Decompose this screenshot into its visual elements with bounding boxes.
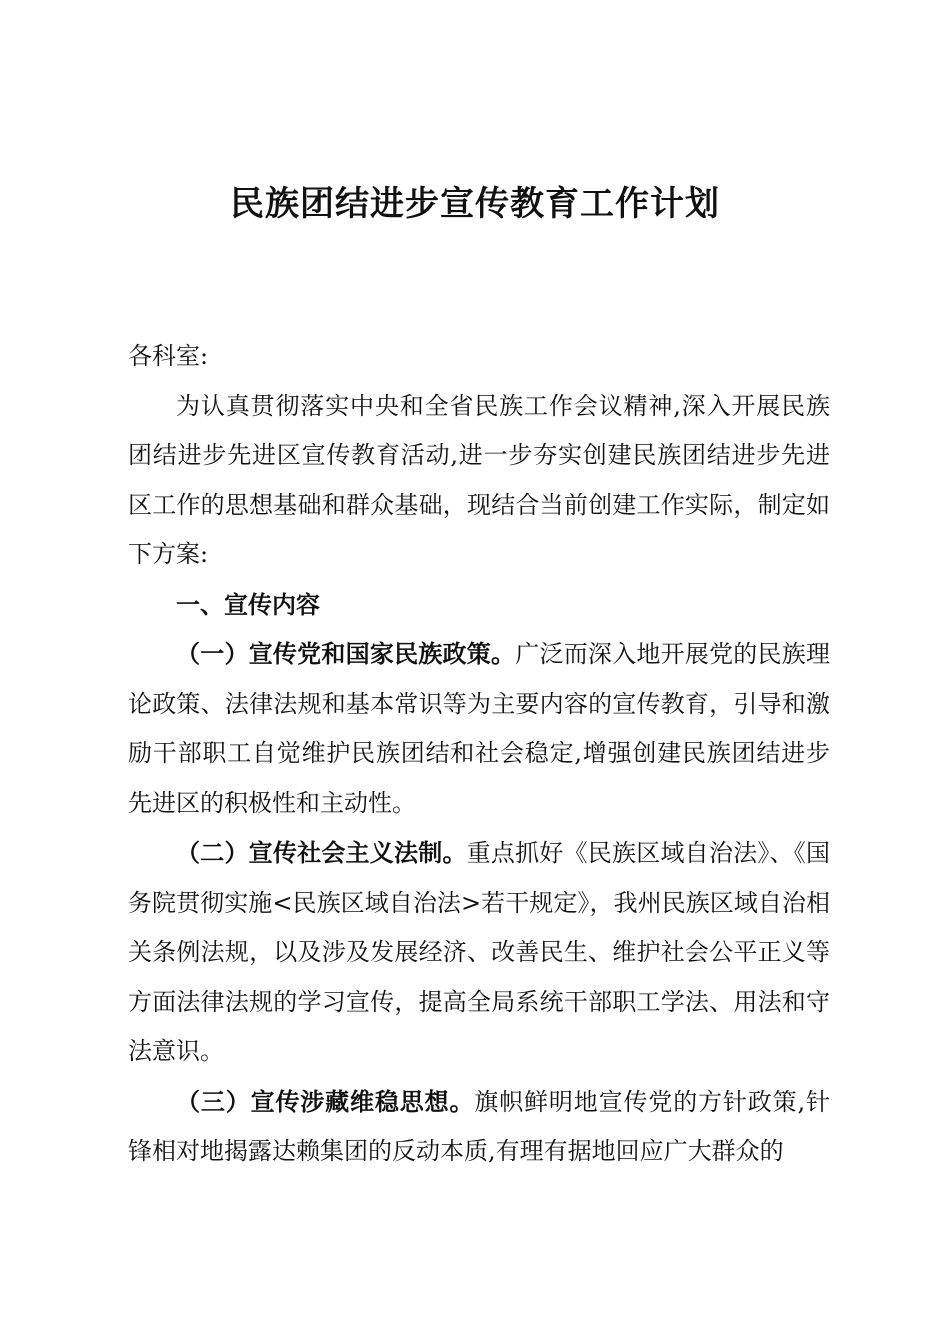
content-item-2-text: 重点抓好《民族区域自治法》、《国务院贯彻实施<民族区域自治法>若干规定》，我州民族区域自治相关条例法规，以及涉及发展经济、改善民生、维护社会公平正义等方面法律法规的学习宣传，提高全局系统干部职工学法、用法和守法意识。 (128, 839, 831, 1065)
content-item-3-lead: （三）宣传涉藏维稳思想。 (176, 1086, 475, 1116)
section-heading-1: 一、宣传内容 (176, 589, 320, 619)
salutation: 各科室: (128, 342, 209, 370)
document-body (128, 332, 830, 1177)
content-item-1-text: 广泛而深入地开展党的民族理论政策、法律法规和基本常识等为主要内容的宣传教育，引导和激励干部职工自觉维护民族团结和社会稳定,增强创建民族团结进步先进区的积极性和主动性。 (128, 640, 831, 817)
document-title: 民族团结进步宣传教育工作计划 (230, 184, 720, 224)
content-item-3-text: 旗帜鲜明地宣传党的方针政策,针锋相对地揭露达赖集团的反动本质,有理有据地回应广大群众的 (128, 1087, 830, 1165)
content-item-1-lead: （一）宣传党和国家民族政策。 (176, 639, 516, 668)
content-item-3 (128, 1077, 830, 1177)
intro-paragraph: 为认真贯彻落实中央和全省民族工作会议精神,深入开展民族团结进步先进区宣传教育活动,进一步夯实创建民族团结进步先进区工作的思想基础和群众基础，现结合当前创建工作实际，制定如下方案: (128, 391, 830, 568)
content-item-2 (128, 828, 830, 1077)
content-item-1 (128, 629, 830, 828)
content-item-2-lead: （二）宣传社会主义法制。 (176, 838, 467, 867)
